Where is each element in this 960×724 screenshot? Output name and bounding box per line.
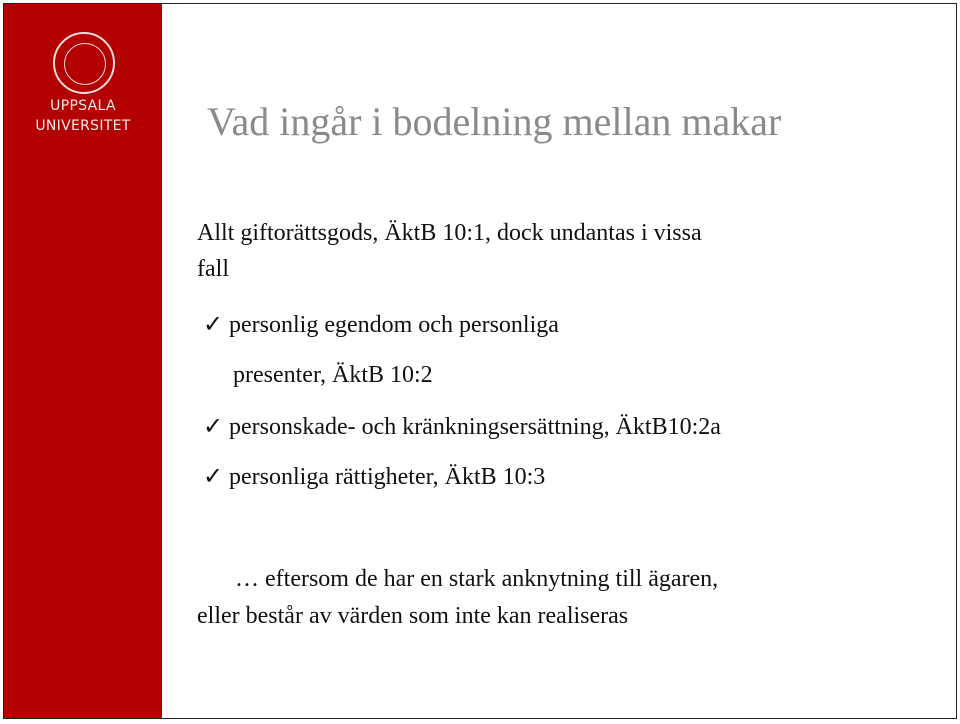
checkmark-icon: ✓ — [203, 414, 224, 440]
slide-title: Vad ingår i bodelning mellan makar — [207, 99, 782, 144]
intro-line-1: Allt giftorättsgods, ÄktB 10:1, dock undantas i vissa — [197, 220, 702, 246]
university-seal-logo — [53, 32, 115, 94]
checkmark-icon: ✓ — [203, 312, 224, 338]
bullet-3 — [203, 462, 545, 491]
bullet-text: personliga rättigheter, ÄktB 10:3 — [229, 464, 546, 490]
bullet-2 — [203, 412, 721, 441]
bullet-1 — [203, 310, 559, 339]
logo-line1: UPPSALA — [50, 98, 116, 114]
bullet-text: personlig egendom och personliga — [229, 312, 559, 338]
checkmark-icon: ✓ — [203, 464, 224, 490]
footer-line-2: eller består av värden som inte kan realiseras — [197, 603, 629, 629]
bullet-1-cont: presenter, ÄktB 10:2 — [233, 362, 433, 388]
intro-line-2: fall — [197, 256, 229, 282]
bullet-text: personskade- och kränkningsersättning, ÄktB10:2a — [229, 414, 721, 440]
sidebar-brand — [4, 4, 162, 718]
logo-line2: UNIVERSITET — [35, 118, 131, 134]
footer-line-1: … eftersom de har en stark anknytning till ägaren, — [235, 566, 719, 592]
